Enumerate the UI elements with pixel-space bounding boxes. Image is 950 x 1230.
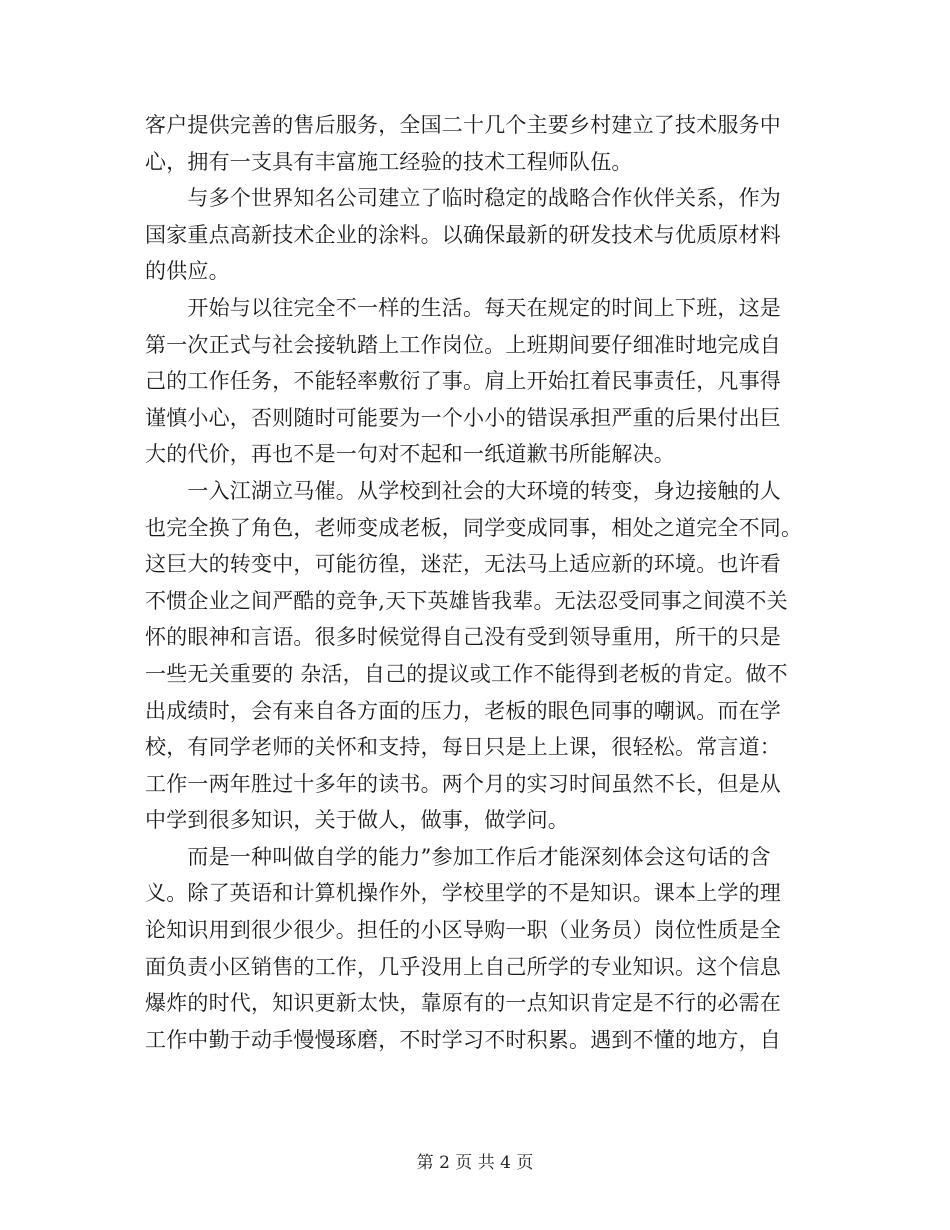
text-line: 论知识用到很少很少。担任的小区导购一职（业务员）岗位性质是全 bbox=[145, 918, 781, 943]
text-line: 心，拥有一支具有丰富施工经验的技术工程师队伍。 bbox=[145, 149, 633, 174]
text-line: 工作中勤于动手慢慢琢磨，不时学习不时积累。遇到不懂的地方，自 bbox=[145, 1027, 781, 1052]
text-line: 而是一种叫做自学的能力”参加工作后才能深刻体会这句话的含 bbox=[145, 844, 771, 869]
text-line: 大的代价，再也不是一句对不起和一纸道歉书所能解决。 bbox=[145, 442, 675, 467]
text-line: 国家重点高新技术企业的涂料。以确保最新的研发技术与优质原材料 bbox=[145, 222, 781, 247]
text-line: 与多个世界知名公司建立了临时稳定的战略合作伙伴关系，作为 bbox=[145, 186, 781, 211]
text-line: 不惯企业之间严酷的竞争,天下英雄皆我辈。无法忍受同事之间漠不关 bbox=[145, 588, 788, 613]
text-line: 客户提供完善的售后服务，全国二十几个主要乡村建立了技术服务中 bbox=[145, 113, 781, 137]
text-line: 工作一两年胜过十多年的读书。两个月的实习时间虽然不长，但是从 bbox=[145, 771, 781, 796]
text-line: 第一次正式与社会接轨踏上工作岗位。上班期间要仔细准时地完成自 bbox=[145, 332, 781, 357]
text-line: 己的工作任务，不能轻率敷衍了事。肩上开始扛着民事责任，凡事得 bbox=[145, 369, 781, 394]
text-line: 这巨大的转变中，可能彷徨，迷茫，无法马上适应新的环境。也许看 bbox=[145, 552, 781, 577]
text-line: 出成绩时，会有来自各方面的压力，老板的眼色同事的嘲讽。而在学 bbox=[145, 698, 781, 723]
text-line: 开始与以往完全不一样的生活。每天在规定的时间上下班，这是 bbox=[145, 295, 781, 320]
text-line: 一些无关重要的 杂活，自己的提议或工作不能得到老板的肯定。做不 bbox=[145, 661, 788, 686]
text-line: 爆炸的时代，知识更新太快，靠原有的一点知识肯定是不行的必需在 bbox=[145, 991, 781, 1016]
text-line: 也完全换了角色，老师变成老板，同学变成同事，相处之道完全不同。 bbox=[145, 515, 803, 540]
text-line: 校，有同学老师的关怀和支持，每日只是上上课，很轻松。常言道： bbox=[145, 735, 781, 760]
text-line: 谨慎小心，否则随时可能要为一个小小的错误承担严重的后果付出巨 bbox=[145, 405, 781, 430]
document-body bbox=[145, 107, 805, 1058]
text-line: 怀的眼神和言语。很多时候觉得自己没有受到领导重用，所干的只是 bbox=[145, 625, 781, 650]
page-number-footer: 第 2 页 共 4 页 bbox=[416, 1153, 534, 1173]
text-line: 义。除了英语和计算机操作外，学校里学的不是知识。课本上学的理 bbox=[145, 881, 781, 906]
text-line: 的供应。 bbox=[145, 259, 230, 284]
text-line: 中学到很多知识，关于做人，做事，做学问。 bbox=[145, 808, 569, 833]
text-line: 面负责小区销售的工作，几乎没用上自己所学的专业知识。这个信息 bbox=[145, 954, 781, 979]
text-line: 一入江湖立马催。从学校到社会的大环境的转变，身边接触的人 bbox=[145, 478, 781, 503]
